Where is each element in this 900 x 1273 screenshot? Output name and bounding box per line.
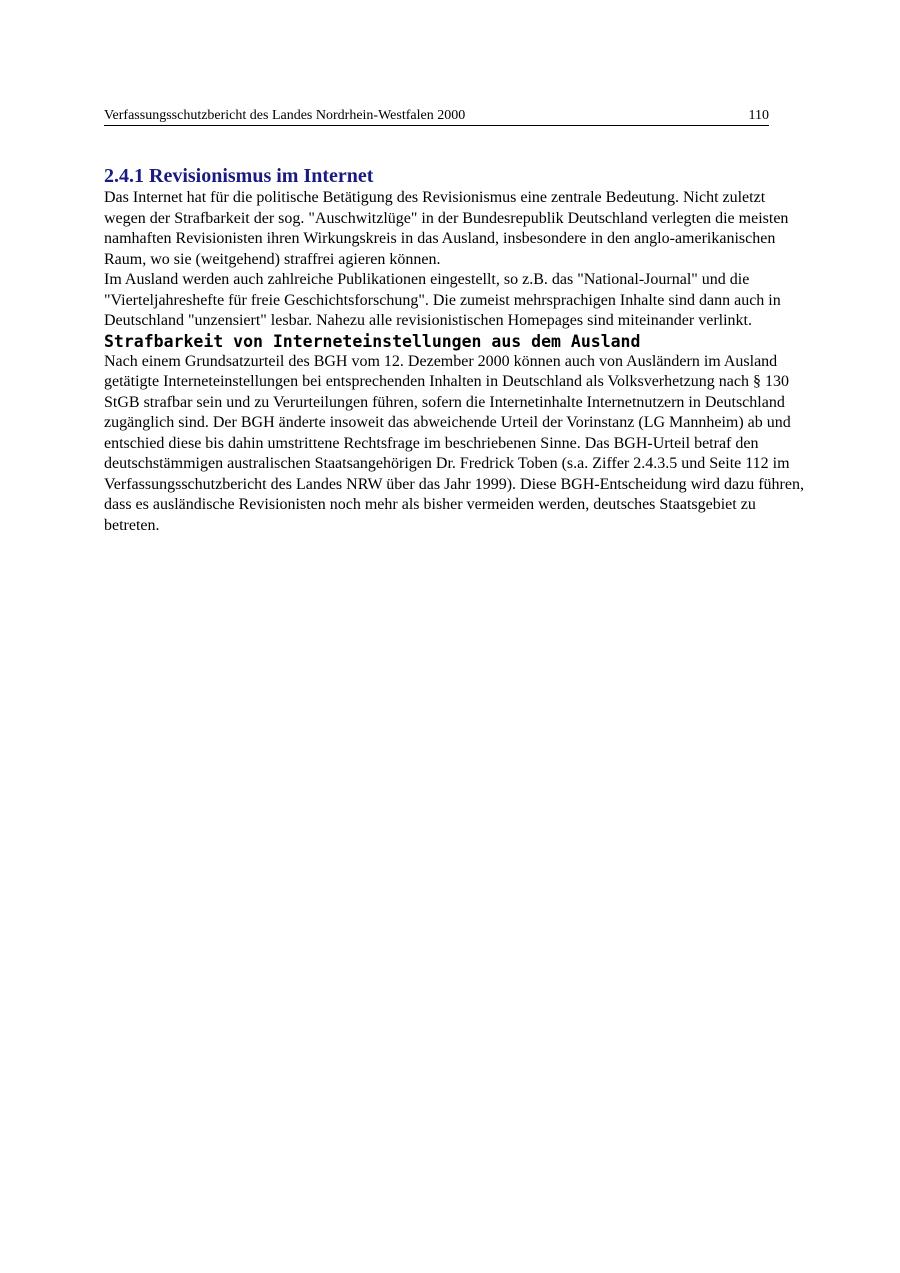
subsection-heading: Strafbarkeit von Interneteinstellungen aus dem Ausland bbox=[104, 331, 641, 351]
header-title: Verfassungsschutzbericht des Landes Nordrhein-Westfalen 2000 bbox=[104, 108, 466, 123]
body-paragraph: Im Ausland werden auch zahlreiche Publikationen eingestellt, so z.B. das "National-Journal" und die "Vierteljahreshefte für freie Geschichtsforschung". Die zumeist mehrsprachigen Inhalte sind dann auch in Deutschland "unzensiert" lesbar. Nahezu alle revisionistischen Homepages sind miteinander verlinkt. bbox=[104, 271, 781, 329]
section-heading: 2.4.1 Revisionismus im Internet bbox=[104, 165, 374, 187]
page-content bbox=[104, 164, 804, 536]
running-header bbox=[104, 107, 769, 126]
body-paragraph: Das Internet hat für die politische Betätigung des Revisionismus eine zentrale Bedeutung. Nicht zuletzt wegen der Strafbarkeit der sog. "Auschwitzlüge" in der Bundesrepublik Deutschland verlegten die meisten namhaften Revisionisten ihren Wirkungskreis in das Ausland, insbesondere in den anglo-amerikanischen Raum, wo sie (weitgehend) straffrei agieren können. bbox=[104, 189, 789, 268]
body-paragraph: Nach einem Grundsatzurteil des BGH vom 12. Dezember 2000 können auch von Ausländern im Ausland getätigte Interneteinstellungen bei entsprechenden Inhalten in Deutschland als Volksverhetzung nach § 130 StGB strafbar sein und zu Verurteilungen führen, sofern die Internetinhalte Internetnutzern in Deutschland zugänglich sind. Der BGH änderte insoweit das abweichende Urteil der Vorinstanz (LG Mannheim) ab und entschied diese bis dahin umstrittene Rechtsfrage im beschriebenen Sinne. Das BGH-Urteil betraf den deutschstämmigen australischen Staatsangehörigen Dr. Fredrick Toben (s.a. Ziffer 2.4.3.5 und Seite 112 im Verfassungsschutzbericht des Landes NRW über das Jahr 1999). Diese BGH-Entscheidung wird dazu führen, dass es ausländische Revisionisten noch mehr als bisher vermeiden werden, deutsches Staatsgebiet zu betreten. bbox=[104, 352, 804, 534]
page-number: 110 bbox=[748, 108, 769, 123]
